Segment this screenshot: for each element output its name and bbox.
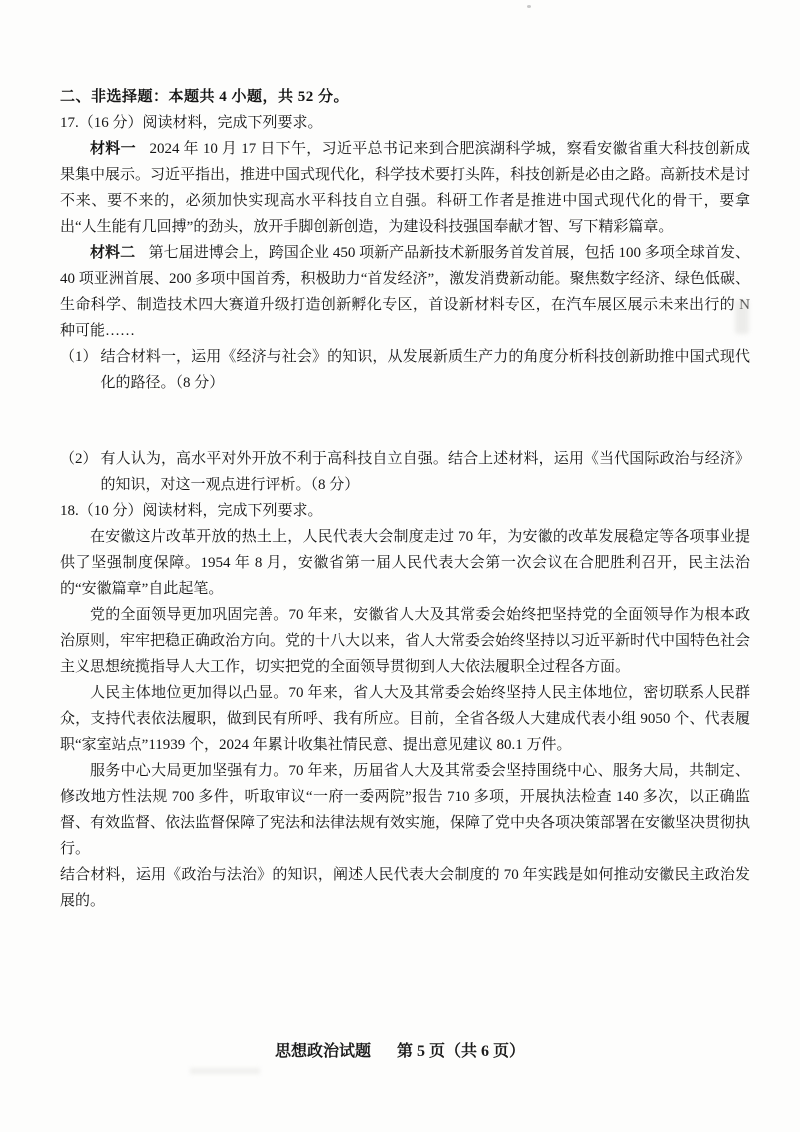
question-17-block xyxy=(60,110,750,498)
scan-artifact-speck xyxy=(527,5,531,8)
question-18-heading: 18.（10 分）阅读材料，完成下列要求。 xyxy=(60,503,323,519)
material-1-label: 材料一 xyxy=(90,141,136,157)
material-2-paragraph xyxy=(60,240,750,344)
question-18-block xyxy=(60,498,750,914)
sub-question-1-text: 结合材料一，运用《经济与社会》的知识，从发展新质生产力的角度分析科技创新助推中国式现代化的路径。（8 分） xyxy=(100,349,750,391)
question-18-paragraph-3: 人民主体地位更加得以凸显。70 年来，省人大及其常委会始终坚持人民主体地位，密切联系人民群众，支持代表依法履职，做到民有所呼、我有所应。目前，全省各级人大建成代表小组 9050 个、代表履职“家室站点”11939 个，2024 年累计收集社情民意、提出意见建议 80.1 万件。 xyxy=(60,685,750,753)
scan-artifact-smudge xyxy=(190,1068,260,1074)
sub-question-2-marker: （2） xyxy=(60,451,98,467)
material-1-text: 2024 年 10 月 17 日下午，习近平总书记来到合肥滨湖科学城，察看安徽省重大科技创新成果集中展示。习近平指出，推进中国式现代化，科学技术要打头阵，科技创新是必由之路。高新技术是讨不来、要不来的，必须加快实现高水平科技自立自强。科研工作者是推进中国式现代化的骨干，要拿出“人生能有几回搏”的劲头，放开手脚创新创造，为建设科技强国奉献才智、写下精彩篇章。 xyxy=(60,141,751,235)
sub-question-1-marker: （1） xyxy=(60,349,98,365)
footer-page-number: 第 5 页（共 6 页） xyxy=(397,1043,526,1060)
question-18-task-instruction: 结合材料，运用《政治与法治》的知识，阐述人民代表大会制度的 70 年实践是如何推动安徽民主政治发展的。 xyxy=(60,867,750,909)
question-17-heading: 17.（16 分）阅读材料，完成下列要求。 xyxy=(60,115,323,131)
exam-content xyxy=(60,84,750,914)
scan-artifact-smudge xyxy=(735,300,749,334)
sub-question-2-text: 有人认为，高水平对外开放不利于高科技自立自强。结合上述材料，运用《当代国际政治与经济》的知识，对这一观点进行评析。（8 分） xyxy=(100,451,750,493)
material-1-paragraph xyxy=(60,136,750,240)
material-2-text: 第七届进博会上，跨国企业 450 项新产品新技术新服务首发首展，包括 100 多项全球首发、40 项亚洲首展、200 多项中国首秀，积极助力“首发经济”，激发消费新动能。聚焦数字经济、绿色低碳、生命科学、制造技术四大赛道升级打造创新孵化专区，首设新材料专区，在汽车展区展示未来出行的 N 种可能…… xyxy=(60,245,750,339)
question-17-sub-2 xyxy=(60,446,750,498)
question-18-paragraph-1: 在安徽这片改革开放的热土上，人民代表大会制度走过 70 年，为安徽的改革发展稳定等各项事业提供了坚强制度保障。1954 年 8 月，安徽省第一届人民代表大会第一次会议在合肥胜利召开，民主法治的“安徽篇章”自此起笔。 xyxy=(60,529,750,597)
question-18-paragraph-4: 服务中心大局更加坚强有力。70 年来，历届省人大及其常委会坚持围绕中心、服务大局，共制定、修改地方性法规 700 多件，听取审议“一府一委两院”报告 710 多项，开展执法检查 140 多次，以正确监督、有效监督、依法监督保障了宪法和法律法规有效实施，保障了党中央各项决策部署在安徽坚决贯彻执行。 xyxy=(60,763,751,857)
footer-doc-title: 思想政治试题 xyxy=(274,1043,371,1060)
section-heading: 二、非选择题：本题共 4 小题，共 52 分。 xyxy=(60,89,350,105)
question-18-paragraph-2: 党的全面领导更加巩固完善。70 年来，安徽省人大及其常委会始终把坚持党的全面领导作为根本政治原则，牢牢把稳正确政治方向。党的十八大以来，省人大常委会始终坚持以习近平新时代中国特色社会主义思想统揽指导人大工作，切实把党的全面领导贯彻到人大依法履职全过程各方面。 xyxy=(60,607,751,675)
material-2-label: 材料二 xyxy=(90,245,136,261)
page-footer xyxy=(0,1038,800,1061)
question-17-sub-1 xyxy=(60,344,750,396)
